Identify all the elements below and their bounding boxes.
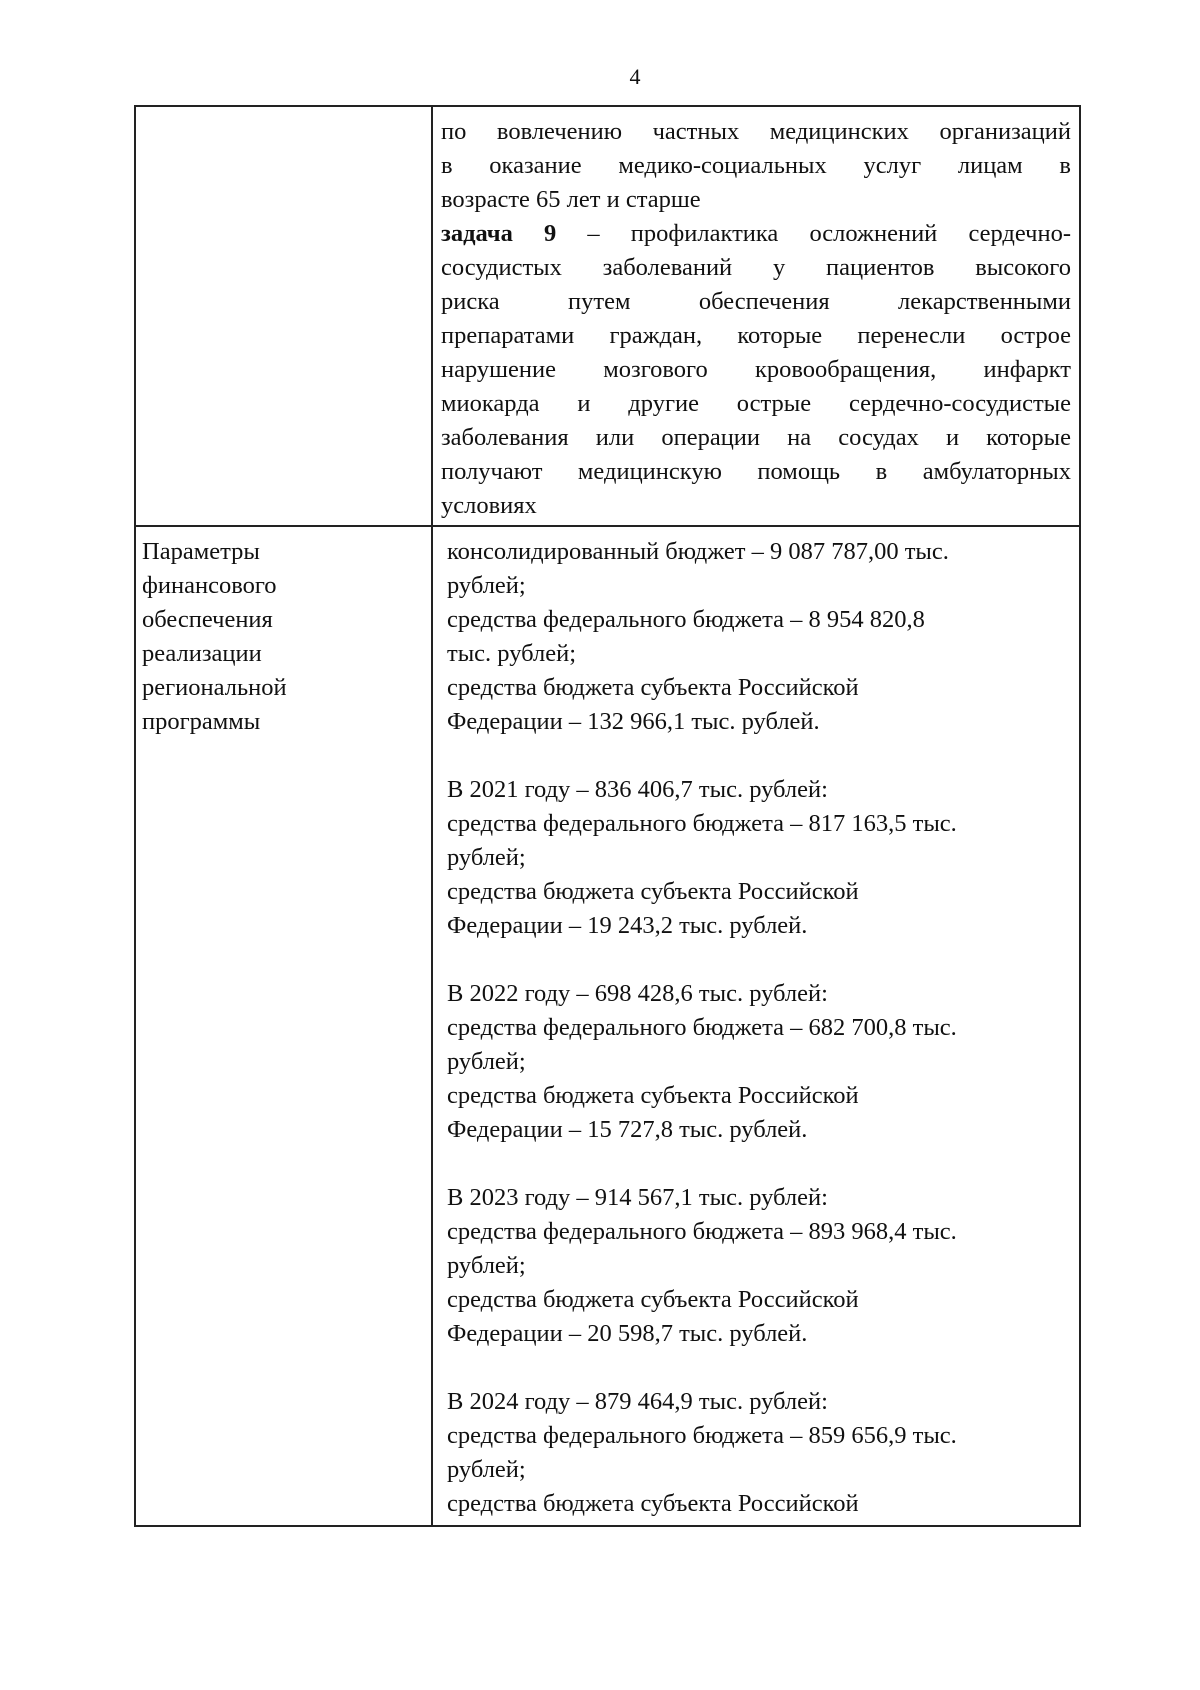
text-line: условиях: [441, 492, 537, 519]
financing-block-total: [447, 535, 1071, 739]
table-row-financing: [135, 526, 1080, 1526]
text-line: тыс. рублей;: [447, 640, 577, 667]
page-number: 4: [629, 64, 641, 89]
text-line: средства федерального бюджета – 8 954 820,8: [447, 606, 925, 633]
text-line: В 2023 году – 914 567,1 тыс. рублей:: [447, 1184, 828, 1211]
text-line: по вовлечению частных медицинских организаций: [441, 118, 1071, 145]
text-line: средства бюджета субъекта Российской: [447, 1082, 859, 1109]
text-line: средства федерального бюджета – 682 700,8 тыс.: [447, 1014, 957, 1041]
text-line: рублей;: [447, 844, 526, 871]
text-line: получают медицинскую помощь в амбулаторных: [441, 458, 1071, 485]
text-line: нарушение мозгового кровообращения, инфаркт: [441, 356, 1071, 383]
financing-block-2023: [447, 1181, 1071, 1351]
row1-label-cell: [135, 106, 432, 526]
program-passport-table: [134, 105, 1081, 1527]
financing-block-2024: [447, 1385, 1071, 1521]
text-line: Федерации – 19 243,2 тыс. рублей.: [447, 912, 808, 939]
text-line: Федерации – 15 727,8 тыс. рублей.: [447, 1116, 808, 1143]
text-line: средства бюджета субъекта Российской: [447, 674, 859, 701]
text-line: рублей;: [447, 572, 526, 599]
text-line: заболевания или операции на сосудах и которые: [441, 424, 1071, 451]
text-line: препаратами граждан, которые перенесли острое: [441, 322, 1071, 349]
text-line: В 2024 году – 879 464,9 тыс. рублей:: [447, 1388, 828, 1415]
text-line: средства бюджета субъекта Российской: [447, 1490, 859, 1517]
label-line: программы: [142, 708, 261, 735]
text-fragment: – профилактика осложнений сердечно-: [587, 220, 1071, 247]
text-line: миокарда и другие острые сердечно-сосудистые: [441, 390, 1071, 417]
text-line: В 2021 году – 836 406,7 тыс. рублей:: [447, 776, 828, 803]
text-line: Федерации – 20 598,7 тыс. рублей.: [447, 1320, 808, 1347]
text-line: средства федерального бюджета – 893 968,4 тыс.: [447, 1218, 957, 1245]
label-line: реализации: [142, 640, 262, 667]
financing-text-cell: [432, 526, 1080, 1526]
text-line: рублей;: [447, 1048, 526, 1075]
text-line: В 2022 году – 698 428,6 тыс. рублей:: [447, 980, 828, 1007]
text-line: средства бюджета субъекта Российской: [447, 1286, 859, 1313]
text-line: консолидированный бюджет – 9 087 787,00 тыс.: [447, 538, 949, 565]
label-line: обеспечения: [142, 606, 273, 633]
text-line: риска путем обеспечения лекарственными: [441, 288, 1071, 315]
text-line: сосудистых заболеваний у пациентов высокого: [441, 254, 1071, 281]
text-line: рублей;: [447, 1456, 526, 1483]
label-line: Параметры: [142, 538, 260, 565]
financing-block-2022: [447, 977, 1071, 1147]
label-line: финансового: [142, 572, 277, 599]
text-line: возрасте 65 лет и старше: [441, 186, 701, 213]
financing-label-cell: [135, 526, 432, 1526]
task-9-label: задача 9: [441, 220, 557, 247]
financing-block-2021: [447, 773, 1071, 943]
label-line: региональной: [142, 674, 287, 701]
text-line: средства бюджета субъекта Российской: [447, 878, 859, 905]
text-line: Федерации – 132 966,1 тыс. рублей.: [447, 708, 820, 735]
text-line: средства федерального бюджета – 859 656,9 тыс.: [447, 1422, 957, 1449]
row1-text-cell: [432, 106, 1080, 526]
text-line: средства федерального бюджета – 817 163,5 тыс.: [447, 810, 957, 837]
task-9-line: [441, 217, 1071, 251]
text-line: рублей;: [447, 1252, 526, 1279]
table-row-tasks: [135, 106, 1080, 526]
text-line: в оказание медико-социальных услуг лицам в: [441, 152, 1071, 179]
